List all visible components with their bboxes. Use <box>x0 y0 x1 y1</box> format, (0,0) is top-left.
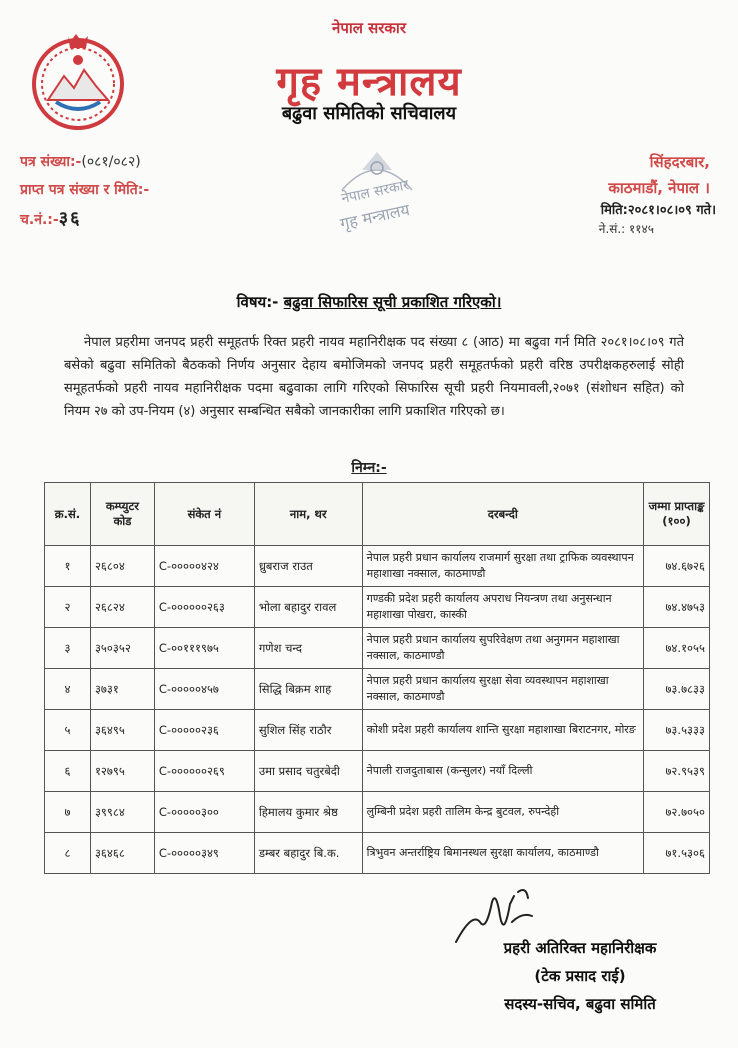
cell-name: भोला बहादुर रावल <box>254 587 362 628</box>
cell-name: सुशिल सिंह राठौर <box>254 710 362 751</box>
signatory-name: (टेक प्रसाद राई) <box>534 967 626 985</box>
cell-sn: १ <box>45 546 91 587</box>
cell-post: त्रिभुवन अन्तर्राष्ट्रिय बिमानस्थल सुरक्षा कार्यालय, काठमाण्डौ <box>362 833 643 874</box>
cell-sn: ८ <box>45 833 91 874</box>
cell-post: कोशी प्रदेश प्रहरी कार्यालय शान्ति सुरक्षा महाशाखा बिराटनगर, मोरङ <box>362 710 643 751</box>
nepal-sambat-date: ने.सं.: ११४५ <box>598 222 654 236</box>
cell-post: नेपाल प्रहरी प्रधान कार्यालय राजमार्ग सुरक्षा तथा ट्राफिक व्यवस्थापन महाशाखा नक्साल, काठमाण्डौ <box>362 546 643 587</box>
cell-code: ३६४६८ <box>90 833 154 874</box>
cell-symbol: C-०००००२३६ <box>154 710 254 751</box>
address-line-2: काठमाडौं, नेपाल । <box>608 179 710 197</box>
cell-post: नेपाल प्रहरी प्रधान कार्यालय सुरक्षा सेवा व्यवस्थापन महाशाखा नक्साल, काठमाण्डौ <box>362 669 643 710</box>
header-name: नाम, थर <box>254 483 362 546</box>
table-row <box>45 628 710 669</box>
cell-symbol: C-००१११९७५ <box>154 628 254 669</box>
cell-name: सिद्धि बिक्रम शाह <box>254 669 362 710</box>
cell-code: ३६४९५ <box>90 710 154 751</box>
cell-sn: ३ <box>45 628 91 669</box>
body-paragraph <box>64 331 684 423</box>
received-letter-label: प्राप्त पत्र संख्या र मिति:- <box>20 182 150 198</box>
dispatch-number <box>20 206 81 230</box>
cell-post: नेपाली राजदुताबास (कन्सुलर) नयाँ दिल्ली <box>362 751 643 792</box>
cell-name: हिमालय कुमार श्रेष्ठ <box>254 792 362 833</box>
letter-number-label: पत्र संख्या:- <box>20 154 82 170</box>
table-header-row <box>45 483 710 546</box>
cell-name: डम्बर बहादुर बि.क. <box>254 833 362 874</box>
stamp-text-bottom: गृह मन्त्रालय <box>338 200 412 234</box>
header-sn: क्र.सं. <box>45 483 91 546</box>
cell-sn: ७ <box>45 792 91 833</box>
table-row <box>45 792 710 833</box>
cell-marks: ७४.६७२६ <box>644 546 710 587</box>
letter-number <box>20 152 141 171</box>
cell-post: नेपाल प्रहरी प्रधान कार्यालय सुपरिवेक्षण तथा अनुगमन महाशाखा नक्साल, काठमाण्डौ <box>362 628 643 669</box>
cell-symbol: C-००००००२६३ <box>154 587 254 628</box>
dispatch-number-label: च.नं.:- <box>20 212 59 228</box>
body-text: नेपाल प्रहरीमा जनपद प्रहरी समूहतर्फ रिक्त प्रहरी नायव महानिरीक्षक पद संख्या ८ (आठ) मा बढुवा गर्न मिति २०८१।०८।०९ गते बसेको बढुवा समितिको बैठकको निर्णय अनुसार देहाय बमोजिमको जनपद प्रहरी समूहतर्फको प्रहरी वरिष्ठ उपरीक्षकहरुलाई सोही समूहतर्फको प्रहरी नायव महानिरीक्षक पदमा बढुवाका लागि गरिएको सिफारिस सूची प्रहरी नियमावली,२०७१ (संशोधन सहित) को नियम २७ को उप-नियम (४) अनुसार सम्बन्धित सबैको जानकारीका लागि प्रकाशित गरिएको छ। <box>64 335 684 419</box>
cell-post: गण्डकी प्रदेश प्रहरी कार्यालय अपराध नियन्त्रण तथा अनुसन्धान महाशाखा पोखरा, कास्की <box>362 587 643 628</box>
secretariat-name: बढुवा समितिको सचिवालय <box>281 103 457 124</box>
stamp-text-top: नेपाल सरकार <box>339 177 411 208</box>
header-computer-code: कम्प्युटर कोड <box>90 483 154 546</box>
cell-sn: २ <box>45 587 91 628</box>
dispatch-number-value: ३६ <box>58 208 82 229</box>
table-row <box>45 833 710 874</box>
subject-label: विषय:- <box>236 293 279 311</box>
cell-code: २६८२४ <box>90 587 154 628</box>
table-row <box>45 587 710 628</box>
signatory-block <box>450 934 710 1018</box>
signatory-role: सदस्य-सचिव, बढुवा समिति <box>504 995 656 1013</box>
table-row <box>45 546 710 587</box>
cell-marks: ७३.५३३३ <box>644 710 710 751</box>
cell-post: लुम्बिनी प्रदेश प्रहरी तालिम केन्द्र बुटवल, रुपन्देही <box>362 792 643 833</box>
address-line-1: सिंहदरबार, <box>649 153 710 171</box>
cell-marks: ७२.७०५० <box>644 792 710 833</box>
table-row <box>45 710 710 751</box>
cell-code: ३७३१ <box>90 669 154 710</box>
cell-sn: ६ <box>45 751 91 792</box>
signatory-designation: प्रहरी अतिरिक्त महानिरीक्षक <box>503 939 657 957</box>
table-row <box>45 751 710 792</box>
ministry-name: गृह मन्त्रालय <box>276 59 462 105</box>
header-symbol-number: संकेत नं <box>154 483 254 546</box>
cell-code: १२७९५ <box>90 751 154 792</box>
cell-marks: ७१.५३०६ <box>644 833 710 874</box>
cell-symbol: C-०००००३४९ <box>154 833 254 874</box>
cell-marks: ७४.४७५३ <box>644 587 710 628</box>
cell-sn: ४ <box>45 669 91 710</box>
ministry-stamp-icon <box>322 130 432 238</box>
cell-symbol: C-०००००४५७ <box>154 669 254 710</box>
cell-marks: ७४.१०५५ <box>644 628 710 669</box>
subject-text: बढुवा सिफारिस सूची प्रकाशित गरिएको। <box>283 293 502 311</box>
cell-code: ३९९८४ <box>90 792 154 833</box>
cell-symbol: C-००००००२६९ <box>154 751 254 792</box>
letter-number-value: (०८१/०८२) <box>81 154 141 170</box>
cell-symbol: C-०००००४२४ <box>154 546 254 587</box>
subject-line <box>0 292 738 312</box>
cell-code: ३५०३५२ <box>90 628 154 669</box>
cell-code: २६८०४ <box>90 546 154 587</box>
government-name: नेपाल सरकार <box>332 19 406 37</box>
table-row <box>45 669 710 710</box>
cell-marks: ७२.९५३९ <box>644 751 710 792</box>
cell-sn: ५ <box>45 710 91 751</box>
cell-name: ध्रुबराज राउत <box>254 546 362 587</box>
list-heading: निम्न:- <box>351 460 387 476</box>
cell-marks: ७३.७८३३ <box>644 669 710 710</box>
cell-symbol: C-०००००३०० <box>154 792 254 833</box>
letter-date: मिति:२०८१।०८।०९ गते। <box>600 203 716 218</box>
cell-name: उमा प्रसाद चतुरबेदी <box>254 751 362 792</box>
header-total-marks: जम्मा प्राप्ताङ्क (१००) <box>644 483 710 546</box>
cell-name: गणेश चन्द <box>254 628 362 669</box>
header-post: दरबन्दी <box>362 483 643 546</box>
recommendation-table <box>44 482 710 874</box>
